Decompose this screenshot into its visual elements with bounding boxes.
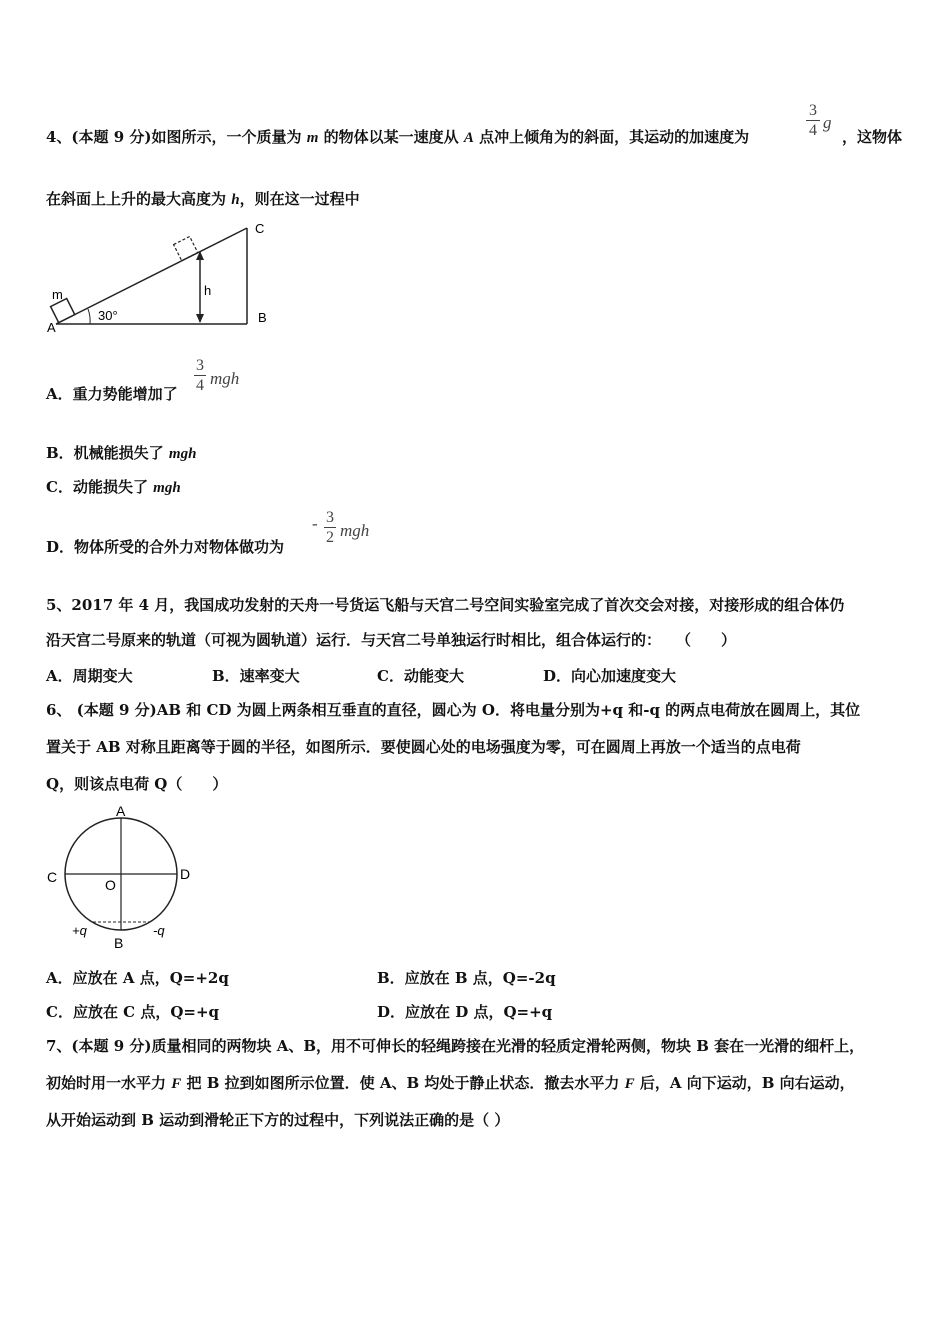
q4-optD-var: mgh xyxy=(340,521,370,540)
q4-option-a: A．重力势能增加了 xyxy=(46,385,178,403)
q4-optC-pre: C．动能损失了 xyxy=(46,478,154,496)
height-arrow-down xyxy=(196,314,204,323)
q4-optD-num: 3 xyxy=(326,509,334,526)
q4-optC-var: mgh xyxy=(153,480,181,496)
q4-option-c xyxy=(46,476,181,497)
label-A: A xyxy=(116,803,126,819)
label-D: D xyxy=(180,866,191,882)
q4-option-b xyxy=(46,442,196,463)
q4-accel-num: 3 xyxy=(809,102,817,119)
q4-var-h: h xyxy=(231,192,240,208)
q4-var-A: A xyxy=(463,130,474,146)
q4-optD-sign: - xyxy=(312,514,318,533)
q6-line2: 置关于 AB 对称且距离等于圆的半径，如图所示．要使圆心处的电场强度为零，可在圆周上再放一个适当的点电荷 xyxy=(46,738,801,756)
fraction-bar xyxy=(806,120,820,121)
label-m: m xyxy=(52,287,63,302)
q4-optA-fraction xyxy=(194,357,206,394)
q7-line3: 从开始运动到 B 运动到滑轮正下方的过程中，下列说法正确的是（ ） xyxy=(46,1111,510,1129)
q4-incline-figure xyxy=(44,218,284,336)
q6-line3: Q，则该点电荷 Q（ ） xyxy=(46,775,228,793)
q7-line1: 7、(本题 9 分)质量相同的两物块 A、B，用不可伸长的轻绳跨接在光滑的轻质定滑轮两侧，物块 B 套在一光滑的细杆上， xyxy=(46,1037,865,1055)
mass-block-dashed xyxy=(174,236,198,260)
q6-option-c: C．应放在 C 点，Q=+q xyxy=(46,1003,220,1021)
q5-line2: 沿天宫二号原来的轨道（可视为圆轨道）运行．与天宫二号单独运行时相比，组合体运行的： （ ） xyxy=(46,631,737,649)
q4-var-m: m xyxy=(306,130,319,146)
q6-line1: 6、 (本题 9 分)AB 和 CD 为圆上两条相互垂直的直径，圆心为 O．将电量分别为+q 和-q 的两点电荷放在圆周上，其位 xyxy=(46,701,861,719)
q4-optA-den: 4 xyxy=(196,377,204,394)
q4-optB-pre: B．机械能损失了 xyxy=(46,444,169,462)
incline-slope xyxy=(56,228,247,324)
label-B: B xyxy=(258,310,267,325)
q7-line2-mid: 把 B 拉到如图所示位置．使 A、B 均处于静止状态．撤去水平力 xyxy=(181,1074,625,1092)
q4-accel-den: 4 xyxy=(809,122,817,139)
q7-line2-post: 后，A 向下运动，B 向右运动， xyxy=(634,1074,855,1092)
label-minus-q: -q xyxy=(153,923,165,938)
q6-option-b: B．应放在 B 点，Q=-2q xyxy=(377,969,556,987)
q4-optB-var: mgh xyxy=(168,446,197,462)
q4-optD-fraction xyxy=(324,509,336,546)
label-angle: 30° xyxy=(98,308,118,323)
q4-accel-var: g xyxy=(823,113,832,132)
q6-option-d: D．应放在 D 点，Q=+q xyxy=(377,1003,553,1021)
q4-line1-tail: ，这物体 xyxy=(842,128,903,146)
q4-option-d: D．物体所受的合外力对物体做功为 xyxy=(46,538,285,556)
q7-var-F1: F xyxy=(171,1076,182,1092)
q7-line2-pre: 初始时用一水平力 xyxy=(46,1074,172,1092)
q4-line1 xyxy=(46,127,749,148)
angle-arc xyxy=(88,309,90,324)
fraction-bar xyxy=(194,375,206,376)
q5-option-c: C．动能变大 xyxy=(377,667,464,685)
q4-line2-post: ，则在这一过程中 xyxy=(239,190,360,208)
label-A: A xyxy=(47,320,56,335)
q7-var-F2: F xyxy=(624,1076,635,1092)
q5-option-a: A．周期变大 xyxy=(46,667,133,685)
q5-option-b: B．速率变大 xyxy=(212,667,300,685)
q5-line1: 5、2017 年 4 月，我国成功发射的天舟一号货运飞船与天宫二号空间实验室完成了首次交会对接，对接形成的组合体仍 xyxy=(46,596,845,614)
q4-line1-post: 点冲上倾角为的斜面，其运动的加速度为 xyxy=(473,128,750,146)
q6-circle-figure xyxy=(42,802,202,954)
label-B: B xyxy=(114,935,124,951)
fraction-bar xyxy=(324,527,336,528)
q4-optA-num: 3 xyxy=(196,357,204,374)
label-C: C xyxy=(255,221,265,236)
q4-line1-pre: 4、(本题 9 分)如图所示，一个质量为 xyxy=(46,128,307,146)
q4-line2-pre: 在斜面上上升的最大高度为 xyxy=(46,190,232,208)
q5-option-d: D．向心加速度变大 xyxy=(543,667,677,685)
label-O: O xyxy=(105,877,116,893)
label-C: C xyxy=(47,869,58,885)
q4-optD-den: 2 xyxy=(326,529,334,546)
q6-option-a: A．应放在 A 点，Q=+2q xyxy=(46,969,229,987)
q4-accel-fraction xyxy=(806,102,820,139)
q4-optA-var: mgh xyxy=(210,369,240,388)
label-plus-q: +q xyxy=(72,923,87,938)
q4-line1-mid: 的物体以某一速度从 xyxy=(318,128,464,146)
label-h: h xyxy=(204,283,212,298)
q4-line2 xyxy=(46,189,360,210)
q7-line2 xyxy=(46,1073,855,1094)
